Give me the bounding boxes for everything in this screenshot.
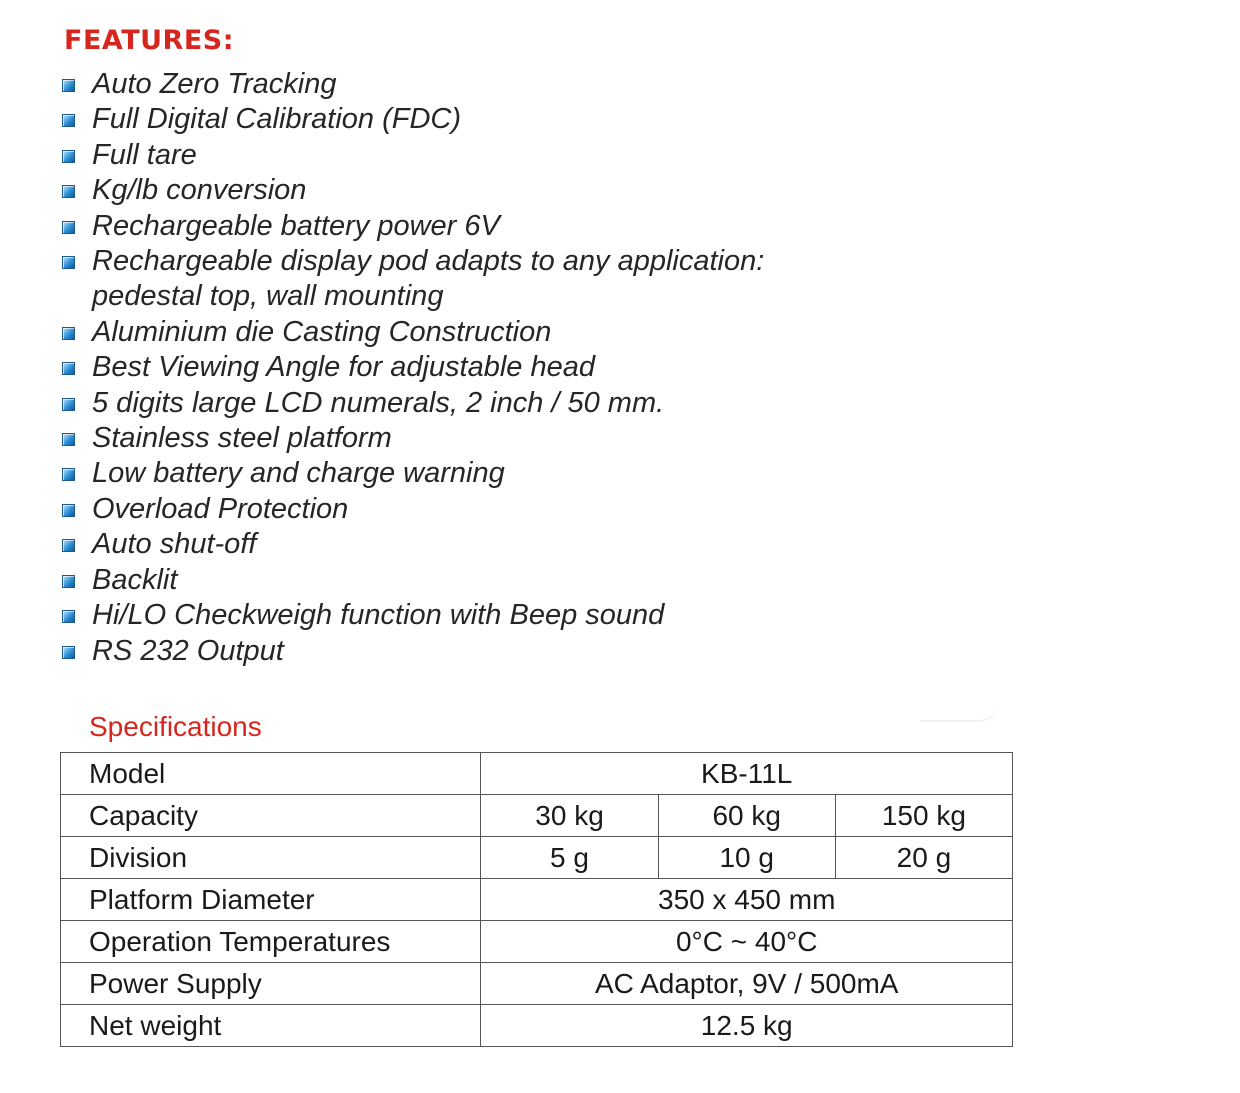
feature-item	[62, 209, 764, 244]
spec-value: 5 g	[481, 837, 658, 879]
feature-item	[62, 563, 764, 598]
feature-text: Full tare	[92, 138, 197, 171]
square-bullet-icon	[62, 646, 75, 659]
table-row-weight	[61, 1005, 1013, 1047]
feature-item	[62, 138, 764, 173]
table-row-platform	[61, 879, 1013, 921]
spec-value: 150 kg	[835, 795, 1012, 837]
feature-text: Rechargeable battery power 6V	[92, 209, 500, 242]
square-bullet-icon	[62, 114, 75, 127]
feature-item	[62, 244, 764, 279]
feature-text: Auto shut-off	[92, 528, 257, 561]
feature-item	[62, 67, 764, 102]
feature-item	[62, 350, 764, 385]
feature-text: Low battery and charge warning	[92, 457, 505, 490]
feature-text: Hi/LO Checkweigh function with Beep sound	[92, 599, 665, 632]
feature-item	[62, 386, 764, 421]
square-bullet-icon	[62, 504, 75, 517]
square-bullet-icon	[62, 539, 75, 552]
specifications-heading: Specifications	[89, 711, 262, 742]
feature-text: Overload Protection	[92, 492, 349, 525]
spec-label: Division	[61, 837, 481, 879]
table-row-temperature	[61, 921, 1013, 963]
feature-item	[62, 315, 764, 350]
spec-value: 10 g	[658, 837, 835, 879]
square-bullet-icon	[62, 433, 75, 446]
square-bullet-icon	[62, 185, 75, 198]
feature-item	[62, 456, 764, 491]
table-row-division	[61, 837, 1013, 879]
spec-value: KB-11L	[481, 753, 1013, 795]
feature-text: 5 digits large LCD numerals, 2 inch / 50 mm.	[92, 386, 665, 419]
specifications-table	[60, 752, 1013, 1047]
square-bullet-icon	[62, 327, 75, 340]
spec-label: Platform Diameter	[61, 879, 481, 921]
feature-item	[62, 598, 764, 633]
feature-item-continuation	[62, 279, 764, 314]
spec-label: Net weight	[61, 1005, 481, 1047]
features-heading: FEATURES:	[64, 25, 235, 56]
spec-label: Model	[61, 753, 481, 795]
spec-value: 12.5 kg	[481, 1005, 1013, 1047]
feature-text: Best Viewing Angle for adjustable head	[92, 351, 596, 384]
feature-text: RS 232 Output	[92, 634, 284, 667]
spec-value: 30 kg	[481, 795, 658, 837]
decorative-swoosh	[920, 700, 1000, 722]
spec-value: 60 kg	[658, 795, 835, 837]
square-bullet-icon	[62, 468, 75, 481]
square-bullet-icon	[62, 575, 75, 588]
spec-value: AC Adaptor, 9V / 500mA	[481, 963, 1013, 1005]
spec-label: Operation Temperatures	[61, 921, 481, 963]
spec-label: Power Supply	[61, 963, 481, 1005]
square-bullet-icon	[62, 79, 75, 92]
feature-text: Backlit	[92, 563, 178, 596]
spec-value: 20 g	[835, 837, 1012, 879]
feature-text: Stainless steel platform	[92, 422, 392, 455]
feature-item	[62, 173, 764, 208]
table-row-capacity	[61, 795, 1013, 837]
square-bullet-icon	[62, 610, 75, 623]
spec-value: 0°C ~ 40°C	[481, 921, 1013, 963]
feature-list	[62, 67, 764, 669]
spec-value: 350 x 450 mm	[481, 879, 1013, 921]
feature-text: Kg/lb conversion	[92, 174, 307, 207]
feature-text: Rechargeable display pod adapts to any application:	[92, 245, 765, 278]
feature-item	[62, 492, 764, 527]
table-row-model	[61, 753, 1013, 795]
square-bullet-icon	[62, 221, 75, 234]
square-bullet-icon	[62, 256, 75, 269]
feature-item	[62, 527, 764, 562]
square-bullet-icon	[62, 150, 75, 163]
feature-item	[62, 102, 764, 137]
square-bullet-icon	[62, 398, 75, 411]
feature-text: Aluminium die Casting Construction	[92, 315, 552, 348]
feature-item	[62, 634, 764, 669]
feature-item	[62, 421, 764, 456]
square-bullet-icon	[62, 362, 75, 375]
feature-text: Auto Zero Tracking	[92, 68, 337, 100]
feature-text: Full Digital Calibration (FDC)	[92, 103, 462, 136]
table-row-power	[61, 963, 1013, 1005]
spec-label: Capacity	[61, 795, 481, 837]
feature-text: pedestal top, wall mounting	[92, 280, 444, 313]
